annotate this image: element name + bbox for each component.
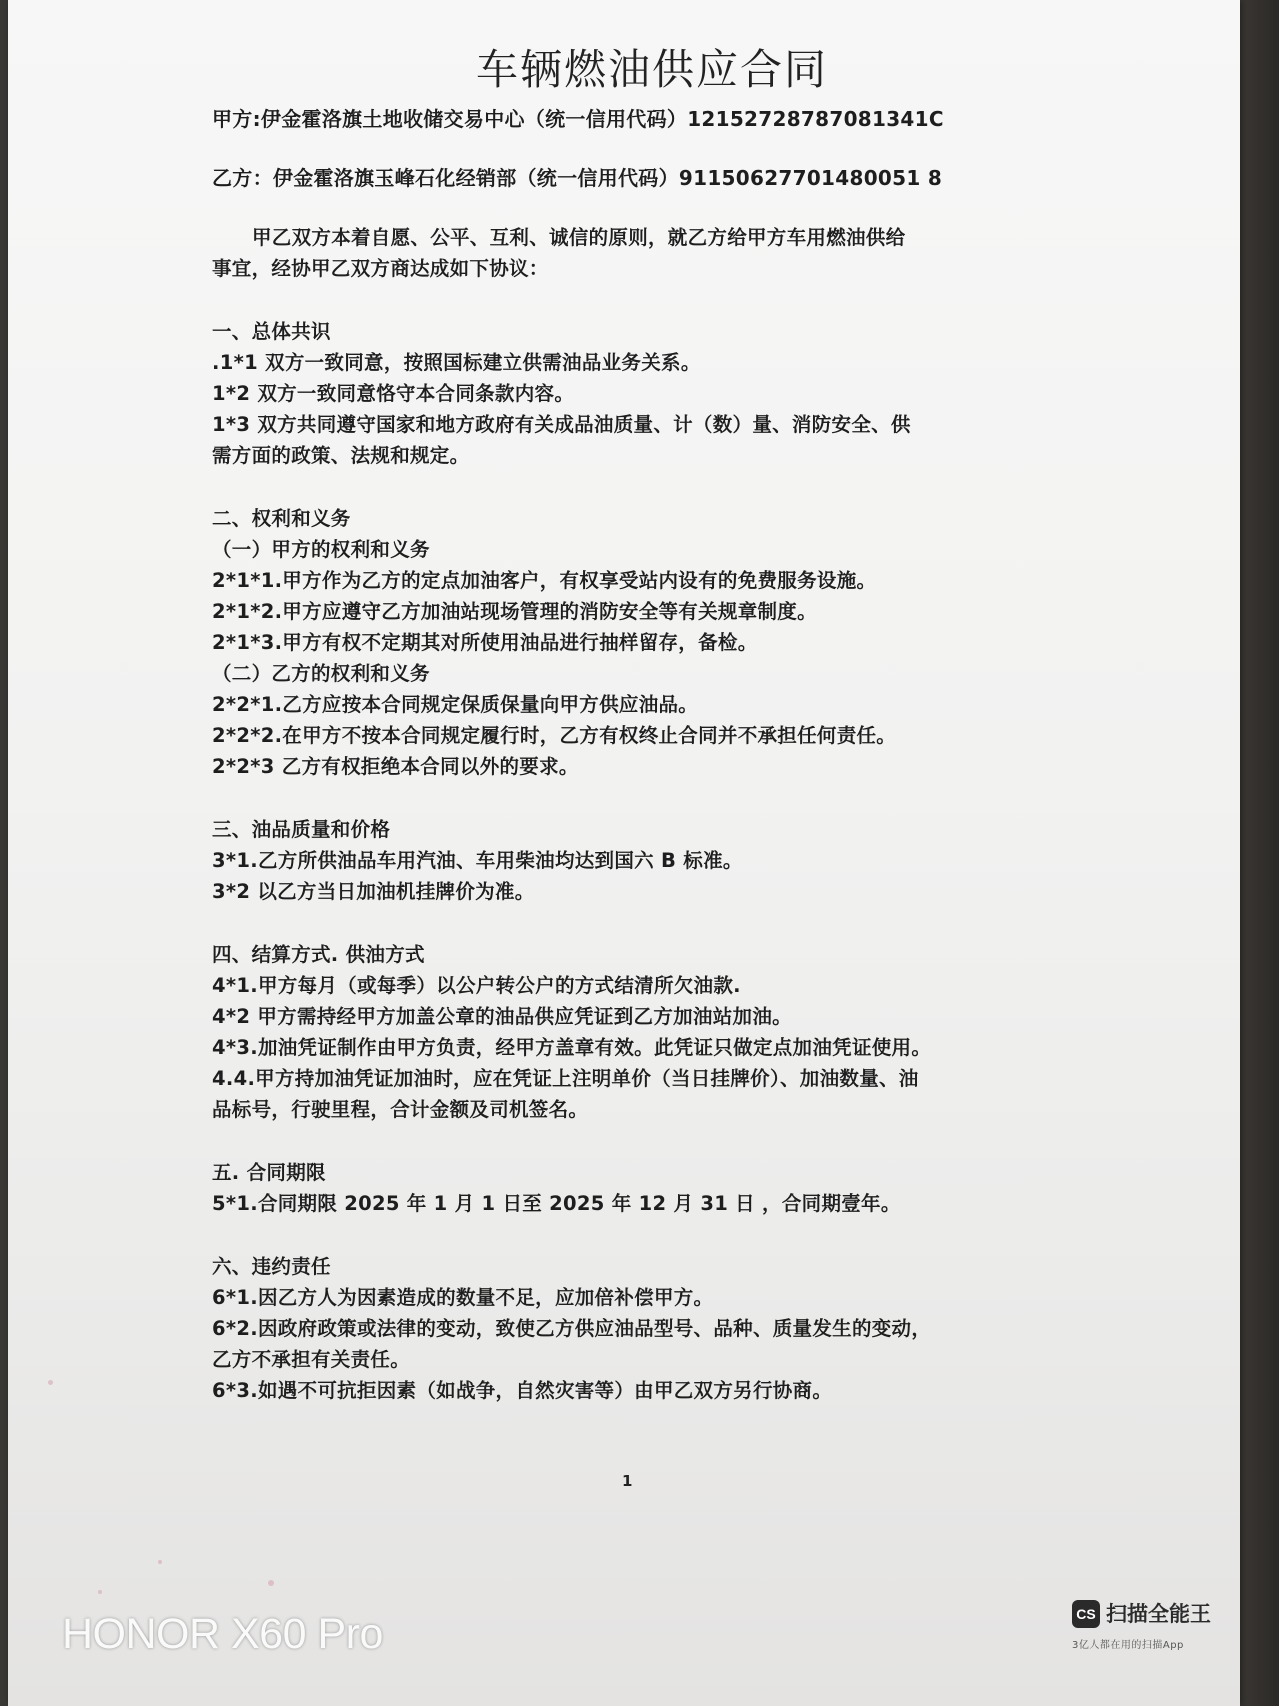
clause-line: 3*1.乙方所供油品车用汽油、车用柴油均达到国六 B 标准。 [212,849,743,872]
clause-line: 4*1.甲方每月（或每季）以公户转公户的方式结清所欠油款. [212,974,741,997]
contract-document [212,42,1062,1406]
section-heading: 三、油品质量和价格 [212,818,391,841]
clause-line: 1*2 双方一致同意恪守本合同条款内容。 [212,382,575,405]
clause-line: 需方面的政策、法规和规定。 [212,444,470,467]
document-title: 车辆燃油供应合同 [475,45,828,94]
clause-line: 2*2*2.在甲方不按本合同规定履行时，乙方有权终止合同并不承担任何责任。 [212,724,897,747]
ink-speck [158,1560,162,1564]
clause-line: 1*3 双方共同遵守国家和地方政府有关成品油质量、计（数）量、消防安全、供 [212,413,911,436]
section-heading: 五. 合同期限 [212,1161,326,1184]
clause-line: 3*2 以乙方当日加油机挂牌价为准。 [212,880,535,903]
clause-line: 2*2*3 乙方有权拒绝本合同以外的要求。 [212,755,579,778]
subsection-heading: （二）乙方的权利和义务 [212,662,430,685]
party-b: 乙方：伊金霍洛旗玉峰石化经销部（统一信用代码）91150627701480051 8 [212,166,943,190]
clause-line: 6*3.如遇不可抗拒因素（如战争，自然灾害等）由甲乙双方另行协商。 [212,1379,833,1402]
section-heading: 二、权利和义务 [212,507,351,530]
clause-line: 6*2.因政府政策或法律的变动，致使乙方供应油品型号、品种、质量发生的变动， [212,1317,932,1340]
clause-line: 4.4.甲方持加油凭证加油时，应在凭证上注明单价（当日挂牌价）、加油数量、油 [212,1067,919,1090]
page-number: 1 [622,1472,633,1490]
clause-line: 品标号，行驶里程，合计金额及司机签名。 [212,1098,589,1121]
subsection-heading: （一）甲方的权利和义务 [212,538,430,561]
scanner-tagline: 3亿人都在用的扫描App [1072,1640,1184,1651]
clause-line: 2*1*3.甲方有权不定期其对所使用油品进行抽样留存，备检。 [212,631,758,654]
scanner-app-name: 扫描全能王 [1106,1602,1211,1626]
clause-line: 乙方不承担有关责任。 [212,1348,411,1371]
clause-line: 5*1.合同期限 2025 年 1 月 1 日至 2025 年 12 月 31 日 ，合同期壹年。 [212,1192,901,1215]
section-heading: 四、结算方式. 供油方式 [212,943,425,966]
preamble-line-1: 甲乙双方本着自愿、公平、互利、诚信的原则，就乙方给甲方车用燃油供给 [252,226,906,249]
preamble-line-2: 事宜，经协甲乙双方商达成如下协议： [212,257,549,280]
section-heading: 一、总体共识 [212,320,331,343]
clause-line: 4*3.加油凭证制作由甲方负责，经甲方盖章有效。此凭证只做定点加油凭证使用。 [212,1036,932,1059]
clause-line: 4*2 甲方需持经甲方加盖公章的油品供应凭证到乙方加油站加油。 [212,1005,792,1028]
ink-speck [48,1380,53,1385]
camera-watermark: HONOR X60 Pro [62,1610,383,1658]
camscanner-logo-icon: CS [1072,1600,1100,1628]
clause-line: 6*1.因乙方人为因素造成的数量不足，应加倍补偿甲方。 [212,1286,714,1309]
clause-line: .1*1 双方一致同意，按照国标建立供需油品业务关系。 [212,351,701,374]
party-a: 甲方:伊金霍洛旗土地收储交易中心（统一信用代码）12152728787081341C [212,107,944,131]
clause-line: 2*1*2.甲方应遵守乙方加油站现场管理的消防安全等有关规章制度。 [212,600,817,623]
ink-speck [98,1590,102,1594]
ink-speck [268,1580,274,1586]
clause-line: 2*2*1.乙方应按本合同规定保质保量向甲方供应油品。 [212,693,699,716]
section-heading: 六、违约责任 [212,1255,331,1278]
clause-line: 2*1*1.甲方作为乙方的定点加油客户，有权享受站内设有的免费服务设施。 [212,569,877,592]
